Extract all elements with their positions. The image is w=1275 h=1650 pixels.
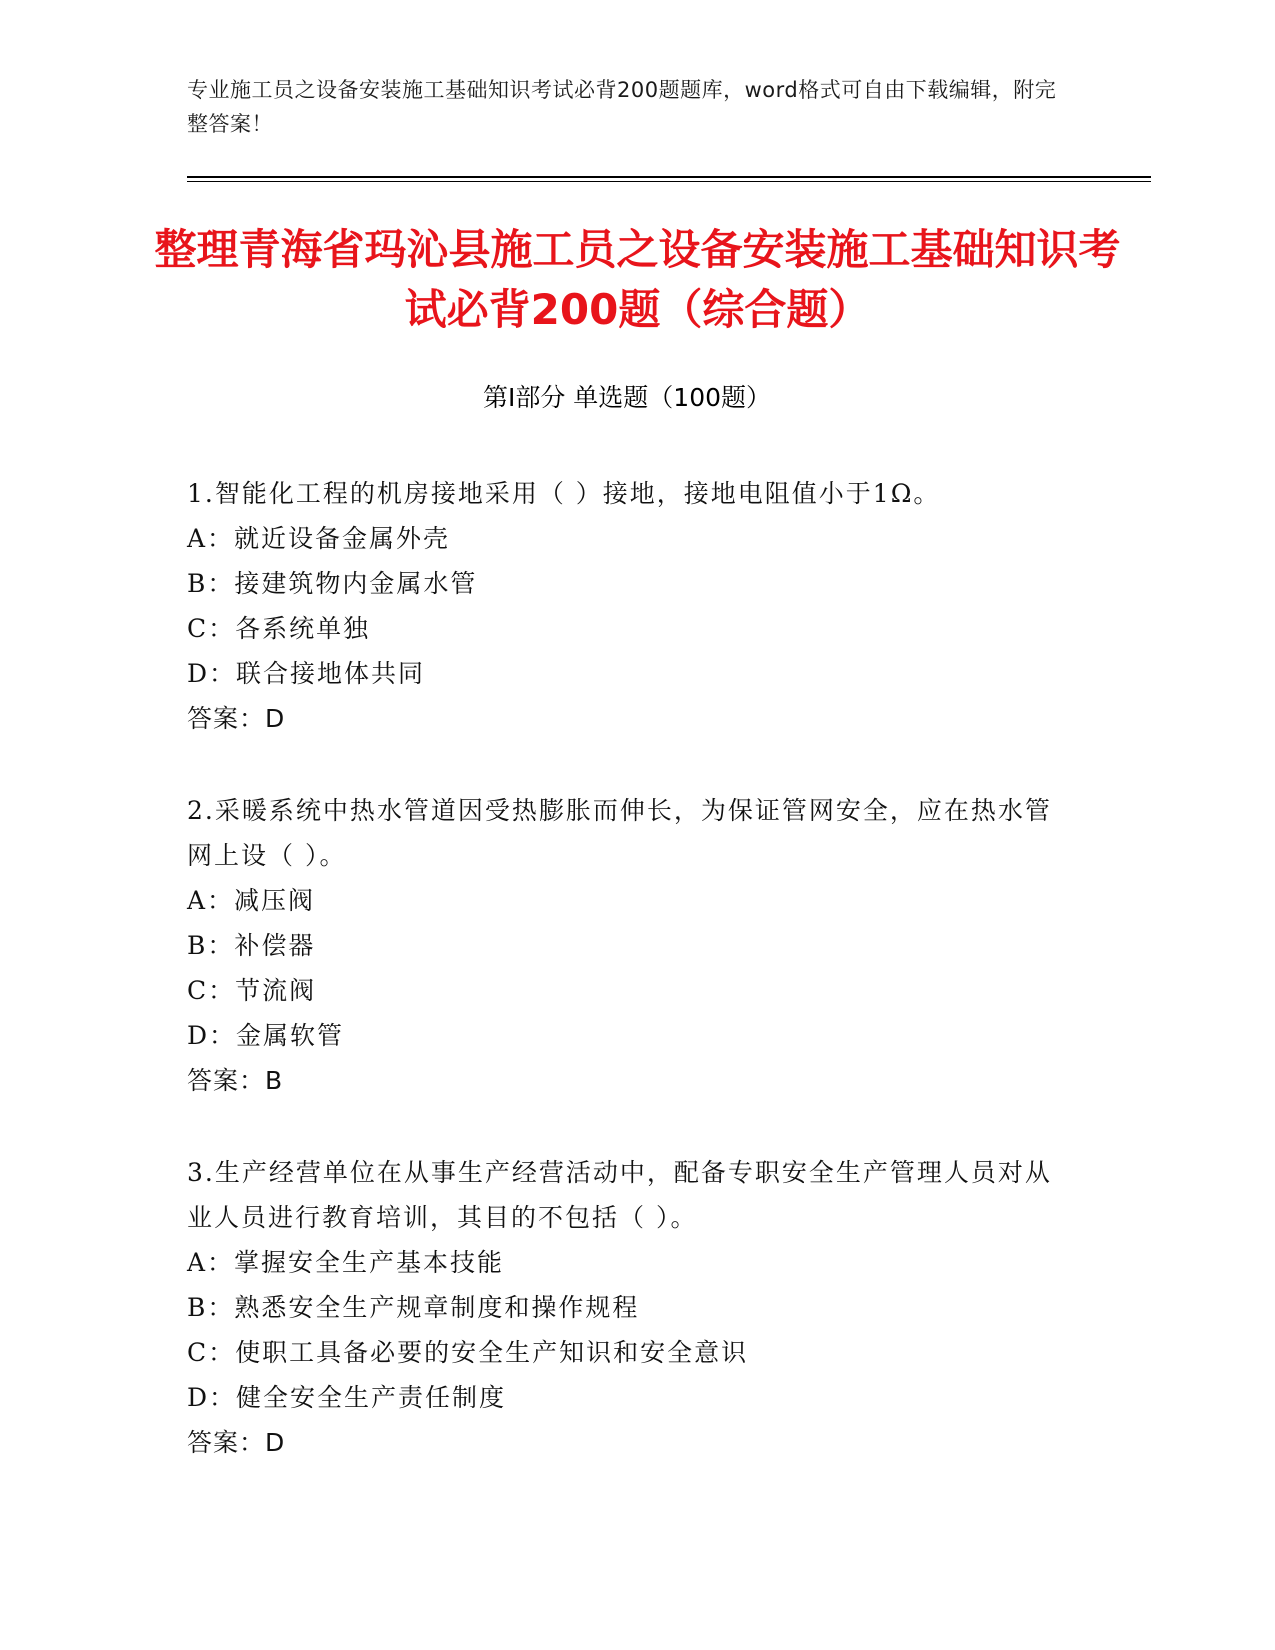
option-d: D：金属软管 (187, 1021, 345, 1050)
question-list (187, 471, 1067, 1512)
answer-line: 答案：D (187, 704, 286, 733)
option-b: B：接建筑物内金属水管 (187, 569, 478, 598)
option-c: C：节流阀 (187, 976, 317, 1005)
question-stem: 3.生产经营单位在从事生产经营活动中，配备专职安全生产管理人员对从业人员进行教育培训，其目的不包括（ ）。 (187, 1158, 1052, 1232)
option-d: D：联合接地体共同 (187, 659, 426, 688)
header-divider-thick (187, 176, 1151, 178)
answer-line: 答案：D (187, 1428, 286, 1457)
answer-line: 答案：B (187, 1066, 284, 1095)
document-title: 整理青海省玛沁县施工员之设备安装施工基础知识考试必背200题（综合题） (154, 225, 1121, 334)
option-c: C：各系统单独 (187, 614, 371, 643)
option-a: A：就近设备金属外壳 (187, 524, 451, 553)
question-item (187, 1150, 1067, 1465)
option-c: C：使职工具备必要的安全生产知识和安全意识 (187, 1338, 749, 1367)
option-b: B：补偿器 (187, 931, 316, 960)
option-a: A：掌握安全生产基本技能 (187, 1248, 505, 1277)
option-a: A：减压阀 (187, 886, 316, 915)
header-note: 专业施工员之设备安装施工基础知识考试必背200题题库，word格式可自由下载编辑，附完整答案！ (187, 78, 1057, 136)
question-item (187, 788, 1067, 1103)
question-stem: 1.智能化工程的机房接地采用（ ）接地，接地电阻值小于1Ω。 (187, 479, 941, 508)
question-stem: 2.采暖系统中热水管道因受热膨胀而伸长，为保证管网安全，应在热水管网上设（ ）。 (187, 796, 1052, 870)
header-divider-thin (187, 181, 1151, 182)
section-heading: 第Ⅰ部分 单选题（100题） (482, 383, 772, 412)
option-d: D：健全安全生产责任制度 (187, 1383, 507, 1412)
question-item (187, 471, 1067, 741)
option-b: B：熟悉安全生产规章制度和操作规程 (187, 1293, 640, 1322)
